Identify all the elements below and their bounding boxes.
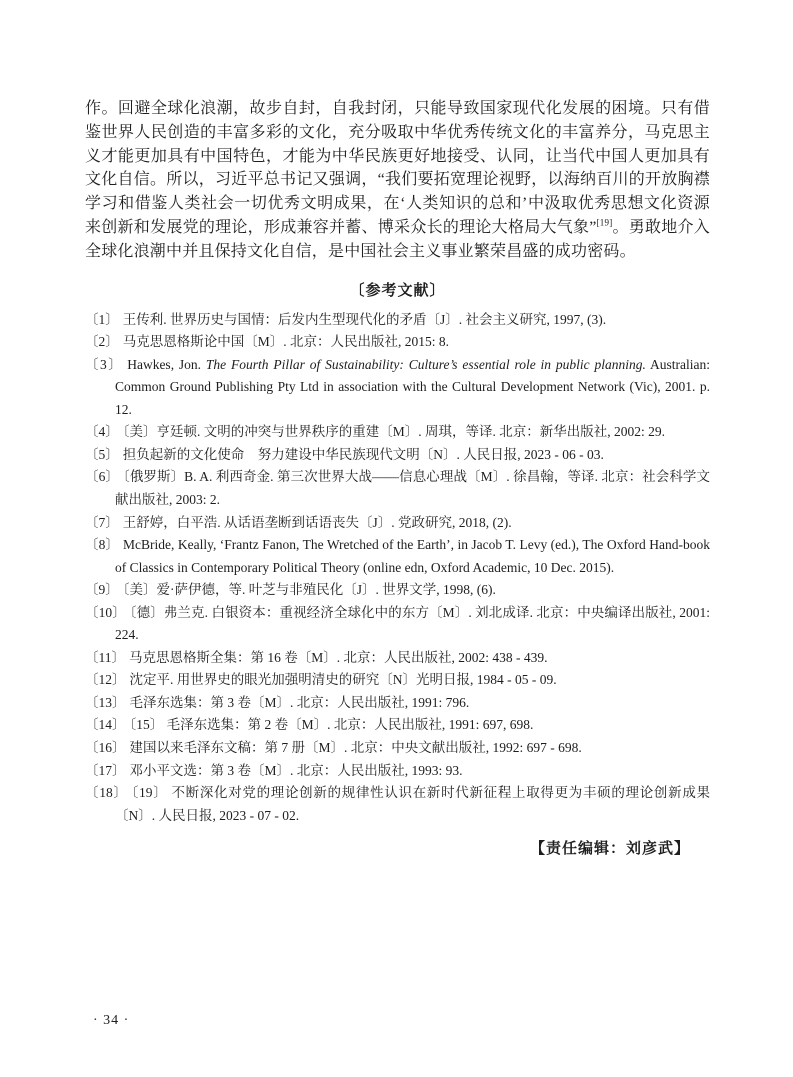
reference-label: 〔12〕 <box>85 672 126 688</box>
reference-label: 〔13〕 <box>85 694 126 710</box>
reference-text: 王舒婷，白平浩. 从话语垄断到话语丧失〔J〕. 党政研究, 2018, (2). <box>122 514 512 530</box>
reference-label: 〔18〕 <box>85 785 128 801</box>
editor-credit <box>85 837 710 858</box>
references-heading: 〔参考文献〕 <box>349 282 446 299</box>
reference-text: Australian: Common Ground Publishing Pty Ltd in association with the Cultural Development Network (Vic), 2001. p. 12. <box>115 356 710 417</box>
reference-item <box>85 714 710 737</box>
references-list <box>85 309 710 828</box>
reference-label: 〔1〕 <box>85 311 119 327</box>
reference-item <box>85 309 710 332</box>
reference-item <box>85 354 710 422</box>
reference-text: 马克思恩格斯全集：第 16 卷〔M〕. 北京：人民出版社, 2002: 438 - 439. <box>129 649 548 665</box>
reference-item <box>85 444 710 467</box>
reference-label: 〔16〕 <box>85 739 126 755</box>
page-number: · 34 · <box>93 1013 130 1028</box>
reference-item <box>85 512 710 535</box>
reference-item <box>85 534 710 579</box>
reference-item <box>85 669 710 692</box>
reference-text: 〔美〕爱·萨伊德，等. 叶芝与非殖民化〔J〕. 世界文学, 1998, (6). <box>122 582 496 598</box>
reference-text: 〔德〕弗兰克. 白银资本：重视经济全球化中的东方〔M〕. 刘北成译. 北京：中央编译出版社, 2001: 224. <box>115 604 710 643</box>
reference-label: 〔7〕 <box>85 514 119 530</box>
reference-item <box>85 579 710 602</box>
reference-item <box>85 421 710 444</box>
reference-label: 〔6〕 <box>85 469 119 485</box>
body-text-part2: 。勇敢地介入全球化浪潮中并且保持文化自信，是中国社会主义事业繁荣昌盛的成功密码。 <box>85 218 710 260</box>
reference-label: 〔14〕 <box>85 717 126 733</box>
reference-text: 建国以来毛泽东文稿：第 7 册〔M〕. 北京：中央文献出版社, 1992: 697 - 698. <box>129 739 582 755</box>
reference-label: 〔8〕 <box>85 537 120 553</box>
reference-text: 担负起新的文化使命 努力建设中华民族现代文明〔N〕. 人民日报, 2023 - 06 - 03. <box>122 446 604 462</box>
reference-text: 〔15〕 毛泽东选集：第 2 卷〔M〕. 北京：人民出版社, 1991: 697, 698. <box>129 717 534 733</box>
reference-label: 〔9〕 <box>85 582 119 598</box>
reference-text: The Fourth Pillar of Sustainability: Culture’s essential role in public planning. <box>205 356 646 372</box>
reference-label: 〔17〕 <box>85 762 126 778</box>
reference-item <box>85 602 710 647</box>
reference-item <box>85 647 710 670</box>
reference-text: McBride, Keally, ‘Frantz Fanon, The Wretched of the Earth’, in Jacob T. Levy (ed.), The Oxford Hand-book of Classics in Contemporary Political Theory (online edn, Oxford Academic, 10 Dec. 2015). <box>115 537 711 575</box>
reference-item <box>85 737 710 760</box>
reference-text: 马克思恩格斯论中国〔M〕. 北京：人民出版社, 2015: 8. <box>122 334 450 350</box>
reference-label: 〔4〕 <box>85 424 119 440</box>
reference-label: 〔3〕 <box>85 356 124 372</box>
reference-item <box>85 782 710 827</box>
reference-label: 〔10〕 <box>85 604 126 620</box>
reference-text: 〔俄罗斯〕B. A. 利西奇金. 第三次世界大战——信息心理战〔M〕. 徐昌翰，等译. 北京：社会科学文献出版社, 2003: 2. <box>115 469 711 507</box>
editor-credit-text: 【责任编辑：刘彦武】 <box>529 841 690 858</box>
body-paragraph <box>85 97 710 264</box>
reference-label: 〔11〕 <box>85 649 125 665</box>
reference-item <box>85 331 710 354</box>
body-text-part1: 作。回避全球化浪潮，故步自封，自我封闭，只能导致国家现代化发展的困境。只有借鉴世界人民创造的丰富多彩的文化，充分吸取中华优秀传统文化的丰富养分，马克思主义才能更加具有中国特色，才能为中华民族更好地接受、认同，让当代中国人更加具有文化自信。所以，习近平总书记又强调，“我们要拓宽理论视野，以海纳百川的开放胸襟学习和借鉴人类社会一切优秀文明成果，在‘人类知识的总和’中汲取优秀思想文化资源来创新和发展党的理论，形成兼容并蓄、博采众长的理论大格局大气象” <box>85 100 710 236</box>
reference-text: 〔美〕亨廷顿. 文明的冲突与世界秩序的重建〔M〕. 周琪，等译. 北京：新华出版社, 2002: 29. <box>122 424 666 440</box>
reference-text: Hawkes, Jon. <box>127 356 206 372</box>
reference-text: 王传利. 世界历史与国情：后发内生型现代化的矛盾〔J〕. 社会主义研究, 1997, (3). <box>122 311 607 327</box>
reference-item <box>85 466 710 511</box>
reference-text: 邓小平文选：第 3 卷〔M〕. 北京：人民出版社, 1993: 93. <box>129 762 463 778</box>
reference-text: 沈定平. 用世界史的眼光加强明清史的研究〔N〕光明日报, 1984 - 05 - 09. <box>129 672 557 688</box>
reference-label: 〔2〕 <box>85 334 119 350</box>
reference-item <box>85 760 710 783</box>
footnote-ref-19: [19] <box>596 217 613 228</box>
reference-text: 〔19〕 不断深化对党的理论创新的规律性认识在新时代新征程上取得更为丰硕的理论创新成果〔N〕. 人民日报, 2023 - 07 - 02. <box>115 785 711 823</box>
reference-label: 〔5〕 <box>85 446 119 462</box>
reference-text: 毛泽东选集：第 3 卷〔M〕. 北京：人民出版社, 1991: 796. <box>129 694 470 710</box>
reference-item <box>85 692 710 715</box>
